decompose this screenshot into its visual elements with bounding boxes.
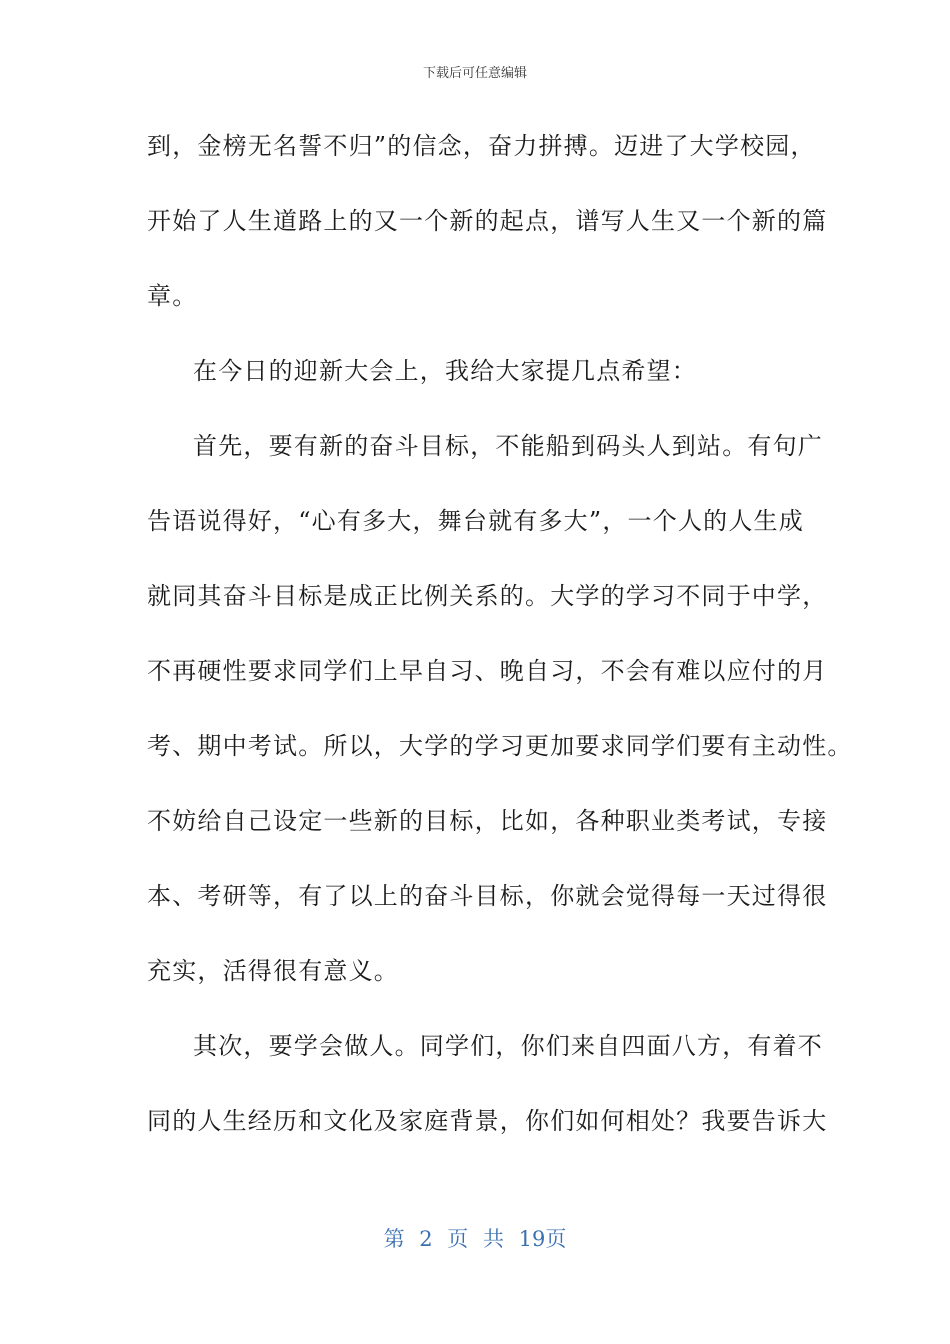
text-line: 章。: [147, 282, 198, 310]
text-line: 到，金榜无名誓不归”的信念，奋力拼搏。迈进了大学校园，: [147, 132, 816, 160]
text-line: 告语说得好，“心有多大，舞台就有多大”，一个人的人生成: [147, 507, 804, 535]
page-number-footer: 第 2 页 共 19页: [383, 1227, 567, 1251]
page-header: 下载后可任意编辑: [422, 66, 527, 81]
paragraph-start: 首先，要有新的奋斗目标，不能船到码头人到站。有句广: [193, 432, 823, 460]
text-line: 本、考研等，有了以上的奋斗目标，你就会觉得每一天过得很: [147, 882, 828, 910]
text-line: 就同其奋斗目标是成正比例关系的。大学的学习不同于中学，: [147, 582, 828, 610]
text-line: 同的人生经历和文化及家庭背景，你们如何相处？我要告诉大: [147, 1107, 828, 1135]
text-line: 充实，活得很有意义。: [147, 957, 399, 985]
paragraph-start: 其次，要学会做人。同学们，你们来自四面八方，有着不: [193, 1032, 823, 1060]
text-line: 不妨给自己设定一些新的目标，比如，各种职业类考试，专接: [147, 807, 828, 835]
paragraph-start: 在今日的迎新大会上，我给大家提几点希望：: [193, 357, 697, 385]
text-line: 不再硬性要求同学们上早自习、晚自习，不会有难以应付的月: [147, 657, 828, 685]
text-line: 考、期中考试。所以，大学的学习更加要求同学们要有主动性。: [147, 732, 853, 760]
text-line: 开始了人生道路上的又一个新的起点，谱写人生又一个新的篇: [147, 207, 828, 235]
document-body: [147, 126, 853, 1176]
